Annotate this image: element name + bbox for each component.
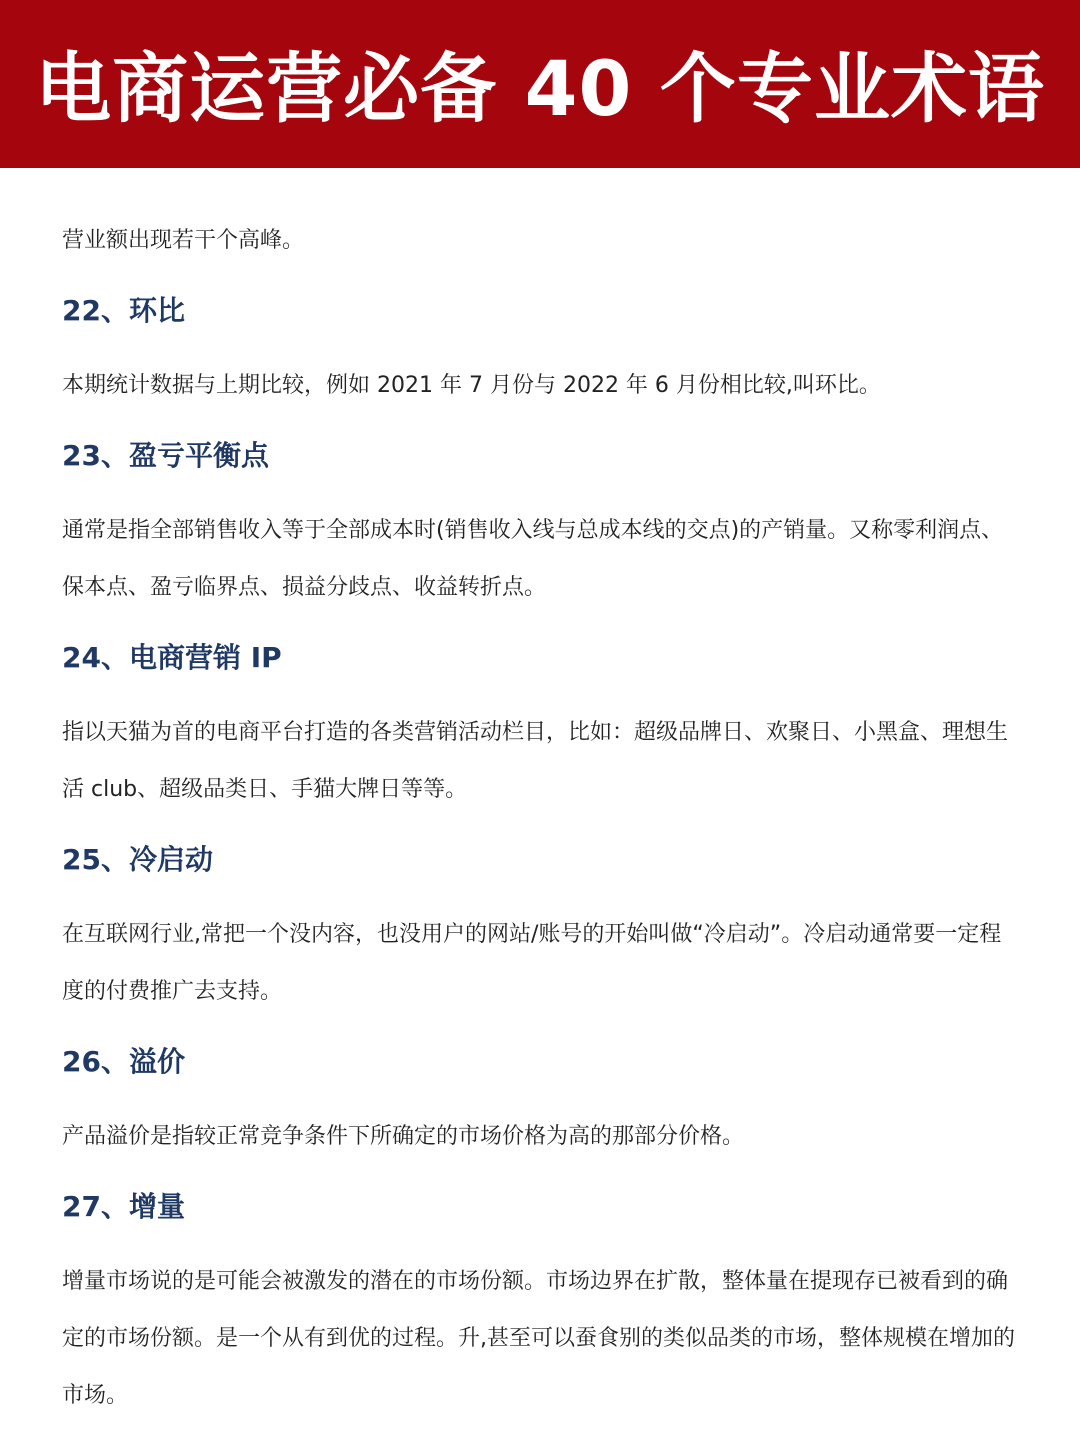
term-heading: 27、增量: [62, 1190, 185, 1223]
term-definition: 在互联网行业,常把一个没内容，也没用户的网站/账号的开始叫做“冷启动”。冷启动通常要一定程度的付费推广去支持。: [62, 922, 1002, 1004]
term-definition: 增量市场说的是可能会被激发的潜在的市场份额。市场边界在扩散，整体量在提现存已被看到的确定的市场份额。是一个从有到优的过程。升,甚至可以蚕食别的类似品类的市场，整体规模在增加的市场。: [62, 1269, 1015, 1408]
term-section-23: [62, 436, 1022, 616]
lead-paragraph: 营业额出现若干个高峰。: [62, 228, 305, 253]
term-heading: 24、电商营销 IP: [62, 641, 282, 674]
term-definition: 指以天猫为首的电商平台打造的各类营销活动栏目，比如：超级品牌日、欢聚日、小黑盒、理想生活 club、超级品类日、手猫大牌日等等。: [62, 720, 1009, 802]
term-definition: 本期统计数据与上期比较，例如 2021 年 7 月份与 2022 年 6 月份相比较,叫环比。: [62, 373, 881, 398]
term-heading: 26、溢价: [62, 1045, 185, 1078]
term-definition: 通常是指全部销售收入等于全部成本时(销售收入线与总成本线的交点)的产销量。又称零利润点、保本点、盈亏临界点、损益分歧点、收益转折点。: [62, 518, 1004, 600]
term-heading: 25、冷启动: [62, 843, 213, 876]
page-title: 电商运营必备 40 个专业术语: [35, 43, 1045, 133]
term-heading: 22、环比: [62, 294, 185, 327]
term-section-25: [62, 840, 1022, 1020]
term-section-27: [62, 1187, 1022, 1424]
term-heading: 23、盈亏平衡点: [62, 439, 269, 472]
article-content: [62, 226, 1022, 1424]
term-section-22: [62, 291, 1022, 414]
term-section-26: [62, 1042, 1022, 1165]
title-banner: [0, 0, 1080, 168]
term-definition: 产品溢价是指较正常竞争条件下所确定的市场价格为高的那部分价格。: [62, 1124, 745, 1149]
term-section-24: [62, 638, 1022, 818]
